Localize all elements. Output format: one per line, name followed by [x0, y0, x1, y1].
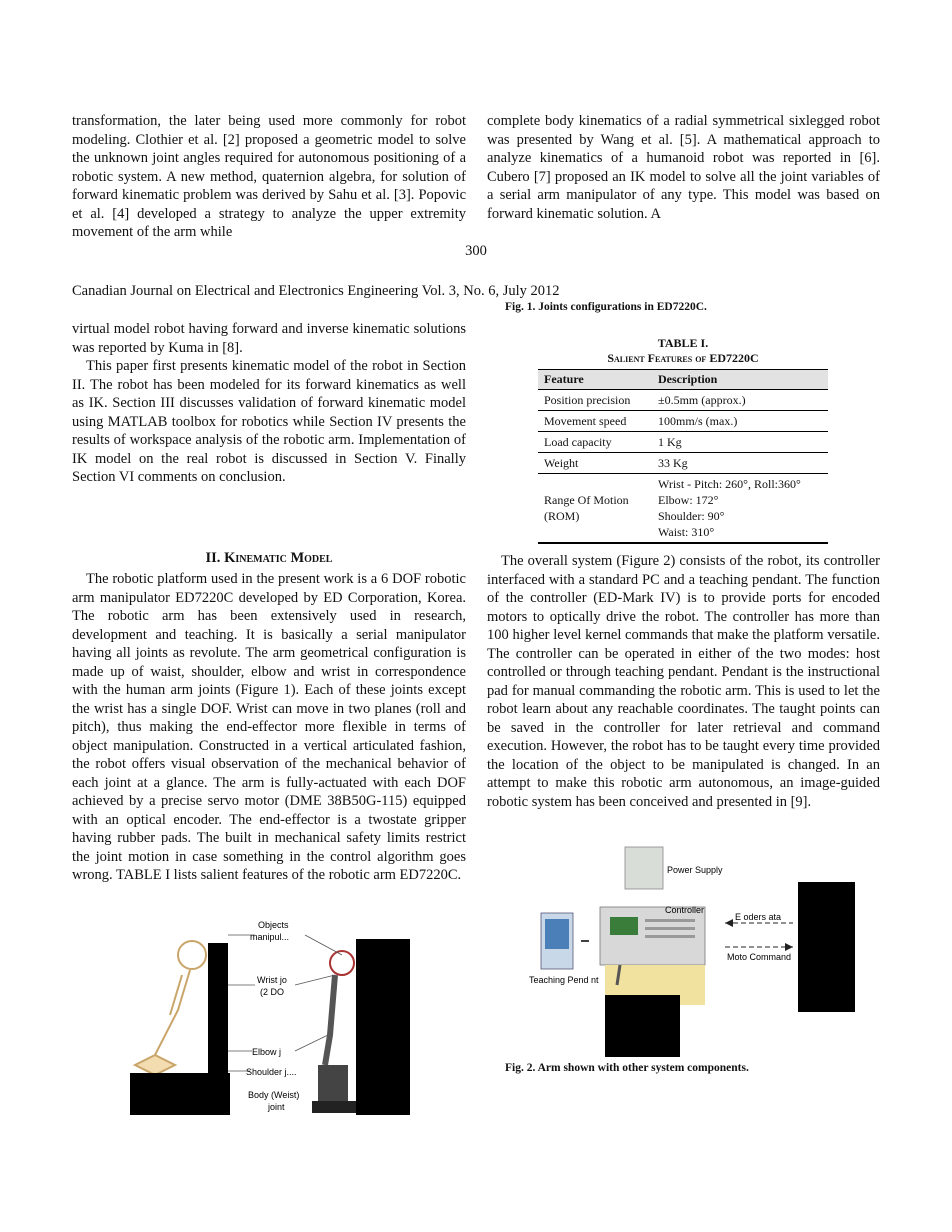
- fig2-caption: Fig. 2. Arm shown with other system components.: [505, 1062, 749, 1074]
- fig2-controller-display: [610, 917, 638, 935]
- table-cell-feature: Position precision: [538, 390, 652, 411]
- col2-paragraph: The overall system (Figure 2) consists of the robot, its controller interfaced with a standard PC and a teaching pendant. The function of the controller (ED-Mark IV) is to provide ports for encoded motors to optically drive the robot. The controller has more than 100 higher level kernel commands that make the platform versatile. The controller can be operated in either of the two modes: host controlled or through teaching pendant. Pendant is the instructional pad for manual commanding the robotic arm. This is used to let the robot learn about any reachable coordinates. The taught points can be saved in the controller for later retrieval and command execution. However, the robot has to be taught every time provided the location of the object to be manipulated is changed. In an attempt to make this robotic arm autonomous, an image-guided robotic system has been conceived and presented in [9].: [487, 553, 880, 810]
- fig1-caption: Fig. 1. Joints configurations in ED7220C.: [505, 301, 707, 313]
- table-subtitle: Salient Features of ED7220C: [607, 351, 759, 365]
- journal-header: Canadian Journal on Electrical and Electronics Engineering Vol. 3, No. 6, July 2012: [72, 283, 560, 299]
- table-row: [538, 432, 828, 453]
- rom-label-line2: (ROM): [544, 509, 580, 523]
- fig2-computer-block: [798, 882, 855, 1012]
- section-heading-number: II.: [205, 550, 221, 566]
- fig2-label-encoder: E oders ata: [735, 912, 782, 922]
- fig2-label-controller: Controller: [665, 905, 705, 915]
- rom-shoulder: Shoulder: 90°: [658, 509, 725, 523]
- fig2-robot-block: [605, 995, 680, 1057]
- table-row: [538, 453, 828, 474]
- table-cell-description: 1 Kg: [652, 432, 828, 453]
- fig1-black-block-left: [130, 1073, 230, 1115]
- rom-waist: Waist: 310°: [658, 525, 715, 539]
- table-header-row: [538, 370, 828, 390]
- fig1-label-shoulder: Shoulder j....: [246, 1067, 297, 1077]
- fig1-label-wrist: Wrist jo: [257, 975, 287, 985]
- table-cell-description: [652, 474, 828, 544]
- rom-label-line1: Range Of Motion: [544, 493, 629, 507]
- intro-block: [72, 320, 466, 487]
- fig1-label-wrist-2: (2 DO: [260, 987, 285, 997]
- fig2-label-motor: Moto Command: [727, 952, 792, 962]
- table-header-description: Description: [652, 370, 828, 390]
- section-heading: [72, 550, 466, 567]
- fig1-label-elbow: Elbow j: [252, 1047, 282, 1057]
- table-row-rom: [538, 474, 828, 544]
- fig1-image: [130, 915, 410, 1115]
- section-heading-title: Kinematic Model: [224, 550, 333, 566]
- rom-elbow: Elbow: 172°: [658, 493, 719, 507]
- table-cell-feature: Load capacity: [538, 432, 652, 453]
- table-cell-description: 33 Kg: [652, 453, 828, 474]
- intro-paragraph-1: virtual model robot having forward and inverse kinematic solutions was reported by Kuma in [8].: [72, 321, 466, 356]
- rom-wrist: Wrist - Pitch: 260°, Roll:360°: [658, 477, 801, 491]
- fig2-label-power: Power Supply: [667, 865, 723, 875]
- table-cell-description: 100mm/s (max.): [652, 411, 828, 432]
- prev-page-col1-text: transformation, the later being used more commonly for robot modeling. Clothier et al. [2] proposed a geometric model to solve the unknown joint angles required for autonomous positioning of a robotic system. A new method, quaternion algebra, for solution of forward kinematic problem was derived by Sahu et al. [3]. Popovic et al. [4] developed a strategy to analyze the upper extremity movement of the arm while: [72, 113, 466, 240]
- fig2-power-supply: [625, 847, 663, 889]
- fig1-black-bar-left: [208, 943, 228, 1073]
- table-title: TABLE I.: [657, 336, 709, 350]
- page-number: 300: [465, 243, 487, 259]
- fig1-black-bar-right: [356, 939, 410, 1115]
- fig1-label-objects: Objects: [258, 920, 289, 930]
- table-cell-feature: Movement speed: [538, 411, 652, 432]
- fig2-label-pendant: Teaching Pend nt: [529, 975, 599, 985]
- table-row: [538, 390, 828, 411]
- fig1-label-objects-2: manipul...: [250, 932, 290, 942]
- table-cell-feature: [538, 474, 652, 544]
- section2-paragraph: The robotic platform used in the present work is a 6 DOF robotic arm manipulator ED7220C developed by ED Corporation, Korea. The robotic arm has been extensively used in research, development and teaching. It is basically a serial manipulator having all joints as revolute. The arm geometrical configuration is made up of waist, shoulder, elbow and wrist in correspondence with the human arm joints (Figure 1). Each of these joints except the wrist has a single DOF. Wrist can move in two planes (roll and pitch), thus making the end-effector more flexible in terms of object manipulation. Constructed in a vertical articulated fashion, the robot offers visual observation of the mechanical behavior of each joint at a glance. The arm is fully-actuated with each DOF achieved by a precise servo motor (DME 38B50G-115) equipped with an optical encoder. The end-effector is a twostate gripper having rubber pads. The built in mechanical safety limits restrict the joint motion in case something in the control algorithm goes wrong. TABLE I lists salient features of the robotic arm ED7220C.: [72, 571, 466, 883]
- intro-paragraph-2: This paper first presents kinematic model of the robot in Section II. The robot has been modeled for its forward kinematics as well as IK. Section III discusses validation of forward kinematic model using MATLAB toolbox for robotics while Section IV presents the results of workspace analysis of the robotic arm. Implementation of IK model on the real robot is discussed in Section V. Finally Section VI comments on conclusion.: [72, 358, 466, 485]
- fig2-image: [525, 845, 855, 1060]
- fig1-label-body: Body (Weist): [248, 1090, 300, 1100]
- features-table: [538, 369, 828, 544]
- table-row: [538, 411, 828, 432]
- table-cell-description: ±0.5mm (approx.): [652, 390, 828, 411]
- table-header-feature: Feature: [538, 370, 652, 390]
- table-1: [538, 336, 828, 544]
- table-cell-feature: Weight: [538, 453, 652, 474]
- fig1-label-body-2: joint: [268, 1102, 285, 1112]
- prev-page-col2-text: complete body kinematics of a radial symmetrical sixlegged robot was presented by Wang et al. [5]. A mathematical approach to analyze kinematics of a humanoid robot was reported in [6]. Cubero [7] proposed an IK model to solve all the joint variables of a serial arm manipulator of any type. This model was based on forward kinematic solution. A: [487, 113, 880, 222]
